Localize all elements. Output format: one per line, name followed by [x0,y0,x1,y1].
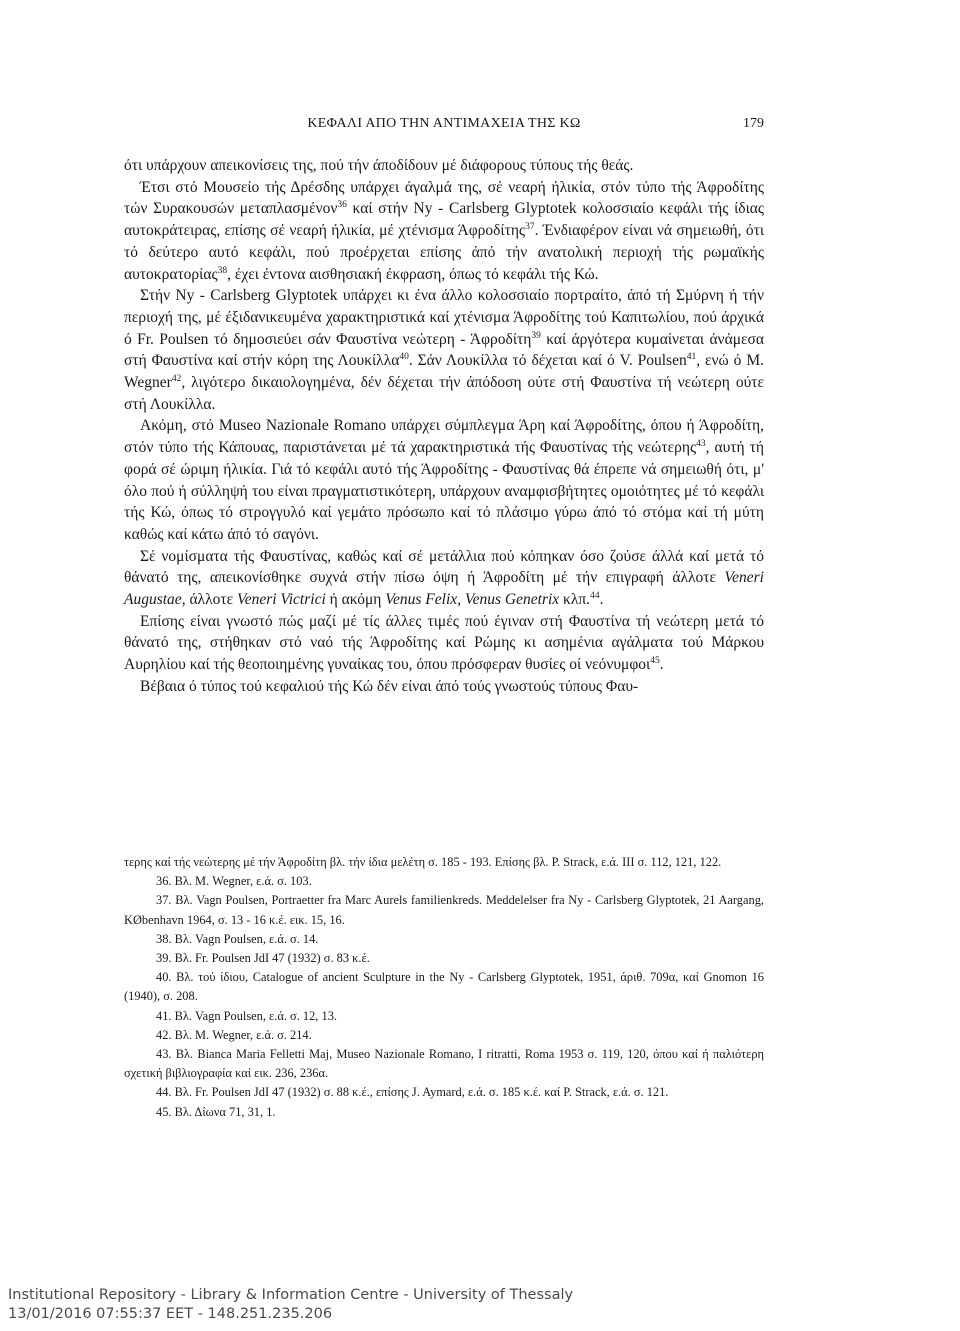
footnote-ref[interactable]: 42 [171,373,182,384]
text-run: Επίσης είναι γνωστό πώς μαζί μέ τίς άλλες τιμές πού έγιναν στή Φαυστίνα τή νεώτερη μετά τό θάνατό της, στήθηκαν στό ναό τής Άφροδίτης καί Ρώμης κι ασημένια αγάλματα τού Μάρκου Αυρηλίου καί τής θεοποιημένης γυναίκας του, όπου πρόσφεραν θυσίες οί νεόνυμφοι [124,612,764,674]
footnote-ref[interactable]: 37 [525,221,535,232]
text-run: Στήν Ny - Carlsberg Glyptotek υπάρχει κι ένα άλλο κολοσσιαίο πορτραίτο, άπό τή Σμύρνη ή τήν περιοχή της, μέ έξιδανικευμένα χαρακτηριστικά καί χτένισμα Άφροδίτης τού Καπιτωλίου, πού άρχικά ό Fr. Poulsen τό δημοσιεύει σάν Φαυστίνα νεώτερη - Άφροδίτη [124,287,764,348]
text-run: κλπ. [559,591,591,609]
text-run: , λιγότερο δικαιολογημένα, δέν δέχεται τήν άπόδοση ούτε στή Φαυστίνα τή νεώτερη ούτε στή Λουκίλλα. [124,374,764,413]
footnote-45: 45. Βλ. Δίωνα 71, 31, 1. [156,1104,276,1119]
text-run: , ενώ ό Μ. Wegner [124,352,764,392]
text-run: καί στήν Ny - Carlsberg Glyptotek κολοσσιαίο κεφάλι τής ίδιας αυτοκράτειρας, επίσης σέ νεαρή ήλικία, μέ χτένισμα Άφροδίτης [124,200,764,240]
paragraph [124,285,764,415]
page-header [124,116,764,138]
footnote-ref[interactable]: 43 [696,438,706,449]
footnote-42: 42. Βλ. Μ. Wegner, ε.ά. σ. 214. [156,1027,312,1042]
repository-name: Institutional Repository - Library & Information Centre - University of Thessaly [8,1287,574,1303]
main-text [124,155,764,698]
footnote-36: 36. Βλ. Μ. Wegner, ε.ά. σ. 103. [156,874,312,889]
text-run: , έχει έντονα αισθησιακή έκφραση, όπως τό κεφάλι τής Κώ. [227,265,599,283]
text-run: καί άργότερα κυμαίνεται άνάμεσα στή Φαυστίνα καί στήν κόρη της Λουκίλλα [124,330,764,370]
paragraph [124,415,764,545]
text-run: ότι υπάρχουν απεικονίσεις της, πού τήν άποδίδουν μέ διάφορους τύπους τής θεάς. [124,157,634,174]
paragraph [124,546,764,611]
footnote-ref[interactable]: 45 [650,656,660,667]
repository-footer [8,1286,728,1324]
text-run: . Σάν Λουκίλλα τό δέχεται καί ό V. Poulsen [408,352,687,370]
running-title: ΚΕΦΑΛΙ ΑΠΟ ΤΗΝ ΑΝΤΙΜΑΧΕΙΑ ΤΗΣ ΚΩ [307,116,581,131]
text-run: , άλλοτε [181,591,237,609]
footnote-38: 38. Βλ. Vagn Poulsen, ε.ά. σ. 14. [156,931,319,946]
italic-run: Veneri Victrici [236,591,326,609]
footnote-ref[interactable]: 36 [337,200,347,211]
paragraph [124,676,764,698]
footnote-39: 39. Βλ. Fr. Poulsen JdI 47 (1932) σ. 83 κ.έ. [156,951,370,966]
footnote-40: 40. Βλ. τού ίδιου, Catalogue of ancient Sculpture in the Ny - Carlsberg Glyptotek, 1951, άριθ. 709α, καί Gnomon 16 (1940), σ. 208. [124,970,764,1004]
text-run: ή ακόμη [325,591,386,609]
footnote-ref[interactable]: 39 [531,330,541,341]
paragraph [124,177,764,286]
paragraph [124,155,764,177]
footnote-ref[interactable]: 41 [686,352,697,363]
text-run: Σέ νομίσματα τής Φαυστίνας, καθώς καί σέ μετάλλια πού κόπηκαν όσο ζούσε άλλά καί μετά τό θάνατό της, απεικονίσθηκε συχνά στήν πίσω όψη ή Άφροδίτη μέ τήν επιγραφή άλλοτε [124,547,764,587]
text-run: . [599,591,604,609]
footnote-37: 37. Βλ. Vagn Poulsen, Portraetter fra Marc Aurels familienkreds. Meddelelser fra Ny - Carlsberg Glyptotek, 21 Aargang, KØbenhavn 1964, σ. 13 - 16 κ.έ. εικ. 15, 16. [124,893,764,927]
italic-run: Venus Felix, Venus Genetrix [385,591,560,609]
text-run: . [659,656,664,674]
footnote-ref[interactable]: 38 [217,265,228,276]
paragraph [124,611,764,676]
italic-run: Veneri Augustae [124,569,764,609]
footnotes [124,853,764,1122]
footnote-41: 41. Βλ. Vagn Poulsen, ε.ά. σ. 12, 13. [156,1008,337,1023]
text-run: Έτσι στό Μουσείο τής Δρέσδης υπάρχει άγαλμά της, σέ νεαρή ήλικία, στόν τύπο τής Άφροδίτης τών Συρακουσών μεταπλασμένον [124,178,764,218]
download-timestamp: 13/01/2016 07:55:37 EET - 148.251.235.206 [8,1306,333,1322]
footnote-ref[interactable]: 40 [399,352,409,363]
footnote-continuation: τερης καί τής νεώτερης μέ τήν Άφροδίτη βλ. τήν ίδια μελέτη σ. 185 - 193. Επίσης βλ. P. Strack, ε.ά. III σ. 112, 121, 122. [124,855,722,869]
page-number: 179 [743,116,764,131]
text-run: Ακόμη, στό Museo Nazionale Romano υπάρχει σύμπλεγμα Άρη καί Άφροδίτης, όπου ή Άφροδίτη, στόν τύπο τής Κάπουας, παριστάνεται μέ τά χαρακτηριστικά τής Φαυστίνας τής νεώτερης [124,417,764,457]
text-run: . Ένδιαφέρον είναι νά σημειωθή, ότι τό δεύτερο αυτό κεφάλι, πού προέρχεται επίσης άπό τήν ανατολική περιοχή τής ρωμαϊκής αυτοκρατορίας [124,222,765,283]
footnote-ref[interactable]: 44 [590,590,600,601]
text-run: Βέβαια ό τύπος τού κεφαλιού τής Κώ δέν είναι άπό τούς γνωστούς τύπους Φαυ- [140,677,639,695]
footnote-43: 43. Βλ. Bianca Maria Felletti Maj, Museo Nazionale Romano, I ritratti, Roma 1953 σ. 119, 120, όπου καί ή παλιότερη σχετική βιβλιογραφία καί εικ. 236, 236α. [124,1047,764,1081]
footnote-44: 44. Βλ. Fr. Poulsen JdI 47 (1932) σ. 88 κ.έ., επίσης J. Aymard, ε.ά. σ. 185 κ.έ. καί P. Strack, ε.ά. σ. 121. [156,1085,669,1100]
text-run: , αυτή τή φορά σέ ώριμη ήλικία. Γιά τό κεφάλι αυτό τής Άφροδίτης - Φαυστίνας θά έπρεπε νά σημειωθή ότι, μ' όλο πού ή σύλληψή του είναι πραγματιστικότερη, υπάρχουν αναμφισβήτητες ομοιότητες μέ τό κεφάλι τής Κώ, όπως τό στρογγυλό καί γεμάτο πρόσωπο καί τό πλάσιμο γύρω άπό τό στόμα καί τή μύτη καθώς καί κάτω άπό τό σαγόνι. [124,439,764,543]
